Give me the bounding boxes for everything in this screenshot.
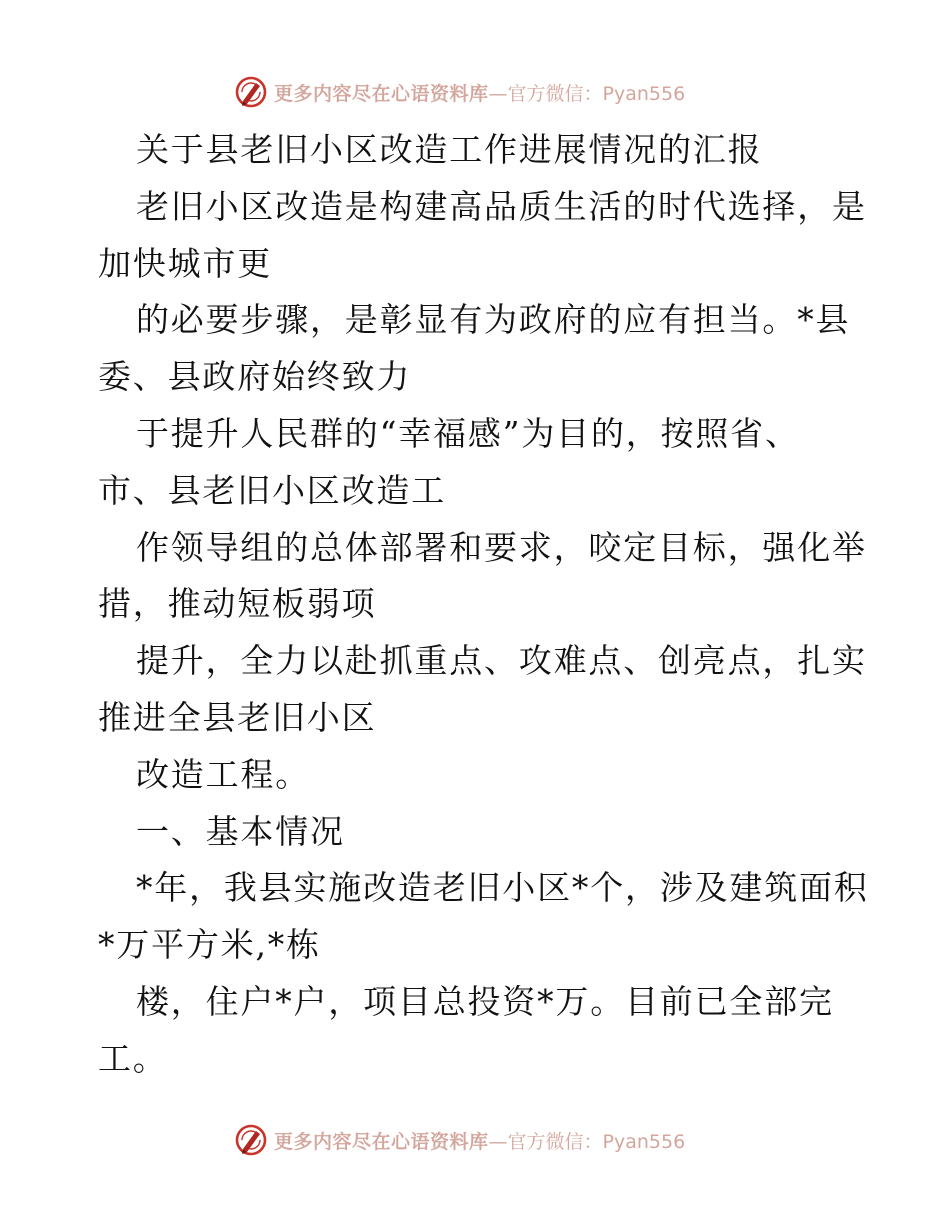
pen-logo-icon <box>234 1123 268 1157</box>
paragraph-line: *年，我县实施改造老旧小区*个，涉及建筑面积 <box>136 868 869 908</box>
contact-text: —官方微信：Pyan556 <box>488 1130 686 1153</box>
document-title: 关于县老旧小区改造工作进展情况的汇报 <box>136 130 763 169</box>
paragraph-line: 加快城市更 <box>98 243 272 283</box>
document-body <box>98 122 869 1088</box>
paragraph-line: 于提升人民群的“幸福感”为目的，按照省、 <box>136 413 800 453</box>
paragraph-line: *万平方米,*栋 <box>98 925 321 965</box>
section-heading: 一、基本情况 <box>136 811 345 851</box>
footer-banner <box>234 1120 685 1160</box>
brand-text: 更多内容尽在心语资料库 <box>274 82 489 105</box>
contact-text: —官方微信：Pyan556 <box>488 82 686 105</box>
paragraph-line: 委、县政府始终致力 <box>98 357 412 397</box>
paragraph-line: 提升，全力以赴抓重点、攻难点、创亮点，扎实 <box>136 641 867 681</box>
header-banner <box>234 72 685 112</box>
pen-logo-icon <box>234 75 268 109</box>
paragraph-line: 市、县老旧小区改造工 <box>98 470 446 510</box>
brand-text: 更多内容尽在心语资料库 <box>274 1130 489 1153</box>
paragraph-line: 楼，住户*户，项目总投资*万。目前已全部完 <box>136 981 834 1021</box>
paragraph-line: 措，推动短板弱项 <box>98 584 377 624</box>
paragraph-line: 推进全县老旧小区 <box>98 697 377 737</box>
paragraph-line: 改造工程。 <box>136 754 310 794</box>
paragraph-line: 老旧小区改造是构建高品质生活的时代选择，是 <box>136 186 867 226</box>
paragraph-line: 作领导组的总体部署和要求，咬定目标，强化举 <box>136 527 867 567</box>
paragraph-line: 的必要步骤，是彰显有为政府的应有担当。*县 <box>136 300 851 340</box>
paragraph-line: 工。 <box>98 1038 168 1078</box>
